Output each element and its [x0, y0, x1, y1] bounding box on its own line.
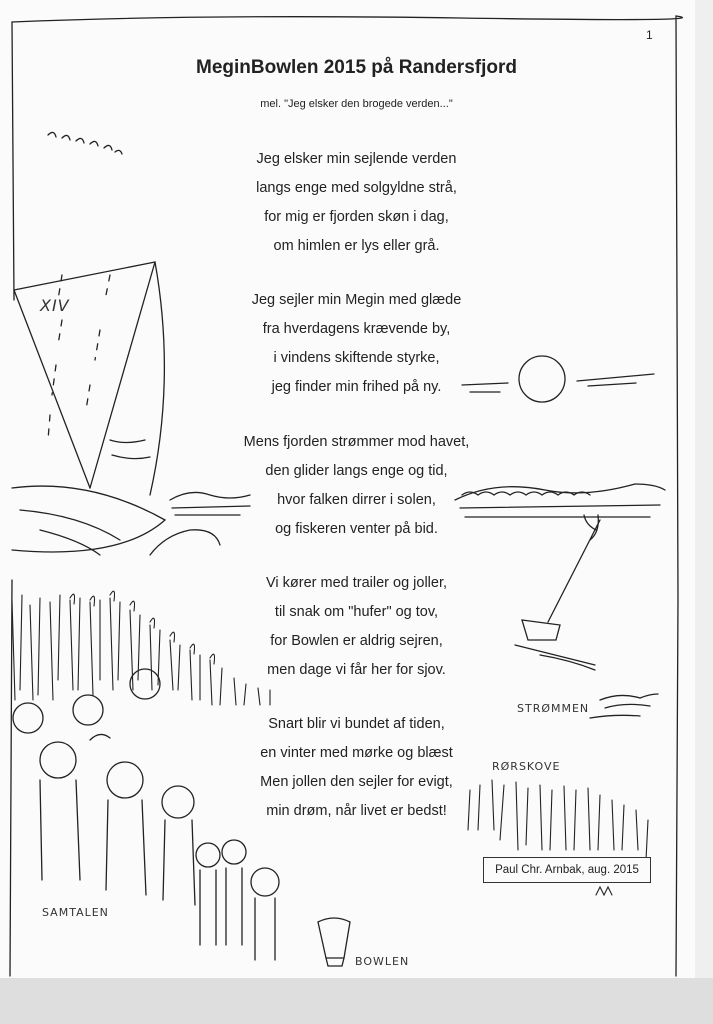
- page-number: 1: [646, 28, 653, 42]
- bowlen-label: BOWLEN: [355, 955, 410, 968]
- poem-line: fra hverdagens krævende by,: [262, 321, 451, 337]
- author-credit: Paul Chr. Arnbak, aug. 2015: [483, 857, 651, 883]
- poem-line: om himlen er lys eller grå.: [273, 238, 440, 254]
- page-title: MeginBowlen 2015 på Randersfjord: [196, 57, 517, 78]
- poem-line: min drøm, når livet er bedst!: [266, 803, 447, 819]
- poem-line: Snart blir vi bundet af tiden,: [268, 716, 445, 732]
- poem-line: Jeg sejler min Megin med glæde: [251, 292, 462, 308]
- stanza-1: [220, 145, 493, 261]
- poem-line: men dage vi får her for sjov.: [267, 662, 446, 678]
- stanza-3: [220, 428, 493, 544]
- poem-line: langs enge med solgyldne strå,: [256, 180, 457, 196]
- poem-line: jeg finder min frihed på ny.: [271, 379, 442, 395]
- strommen-label: STRØMMEN: [517, 702, 590, 715]
- poem-line: hvor falken dirrer i solen,: [277, 492, 436, 508]
- samtalen-label: SAMTALEN: [42, 906, 109, 919]
- poem-line: Mens fjorden strømmer mod havet,: [243, 434, 470, 450]
- poem-line: Men jollen den sejler for evigt,: [260, 774, 453, 790]
- poem-line: for Bowlen er aldrig sejren,: [270, 633, 443, 649]
- poem-line: Vi kører med trailer og joller,: [265, 575, 448, 591]
- sail-number-label: XIV: [40, 296, 70, 315]
- poem-line: for mig er fjorden skøn i dag,: [264, 209, 449, 225]
- poem-line: og fiskeren venter på bid.: [275, 521, 438, 537]
- poem-line: til snak om "hufer" og tov,: [274, 604, 439, 620]
- poem-line: den glider langs enge og tid,: [265, 463, 448, 479]
- stanza-5: [220, 710, 493, 826]
- birds-sketch: [48, 132, 122, 154]
- rorskove-label: RØRSKOVE: [492, 760, 561, 773]
- poem-line: i vindens skiftende styrke,: [273, 350, 440, 366]
- bowlen-trophy-sketch: [318, 918, 350, 966]
- stanza-4: [220, 569, 493, 685]
- stanza-2: [220, 286, 493, 402]
- poem-line: en vinter med mørke og blæst: [260, 745, 453, 761]
- poem-line: Jeg elsker min sejlende verden: [256, 151, 457, 167]
- fishing-rod-sketch: [515, 515, 600, 670]
- melody-subtitle: mel. "Jeg elsker den brogede verden...": [260, 98, 453, 110]
- current-waves-sketch: [590, 694, 658, 718]
